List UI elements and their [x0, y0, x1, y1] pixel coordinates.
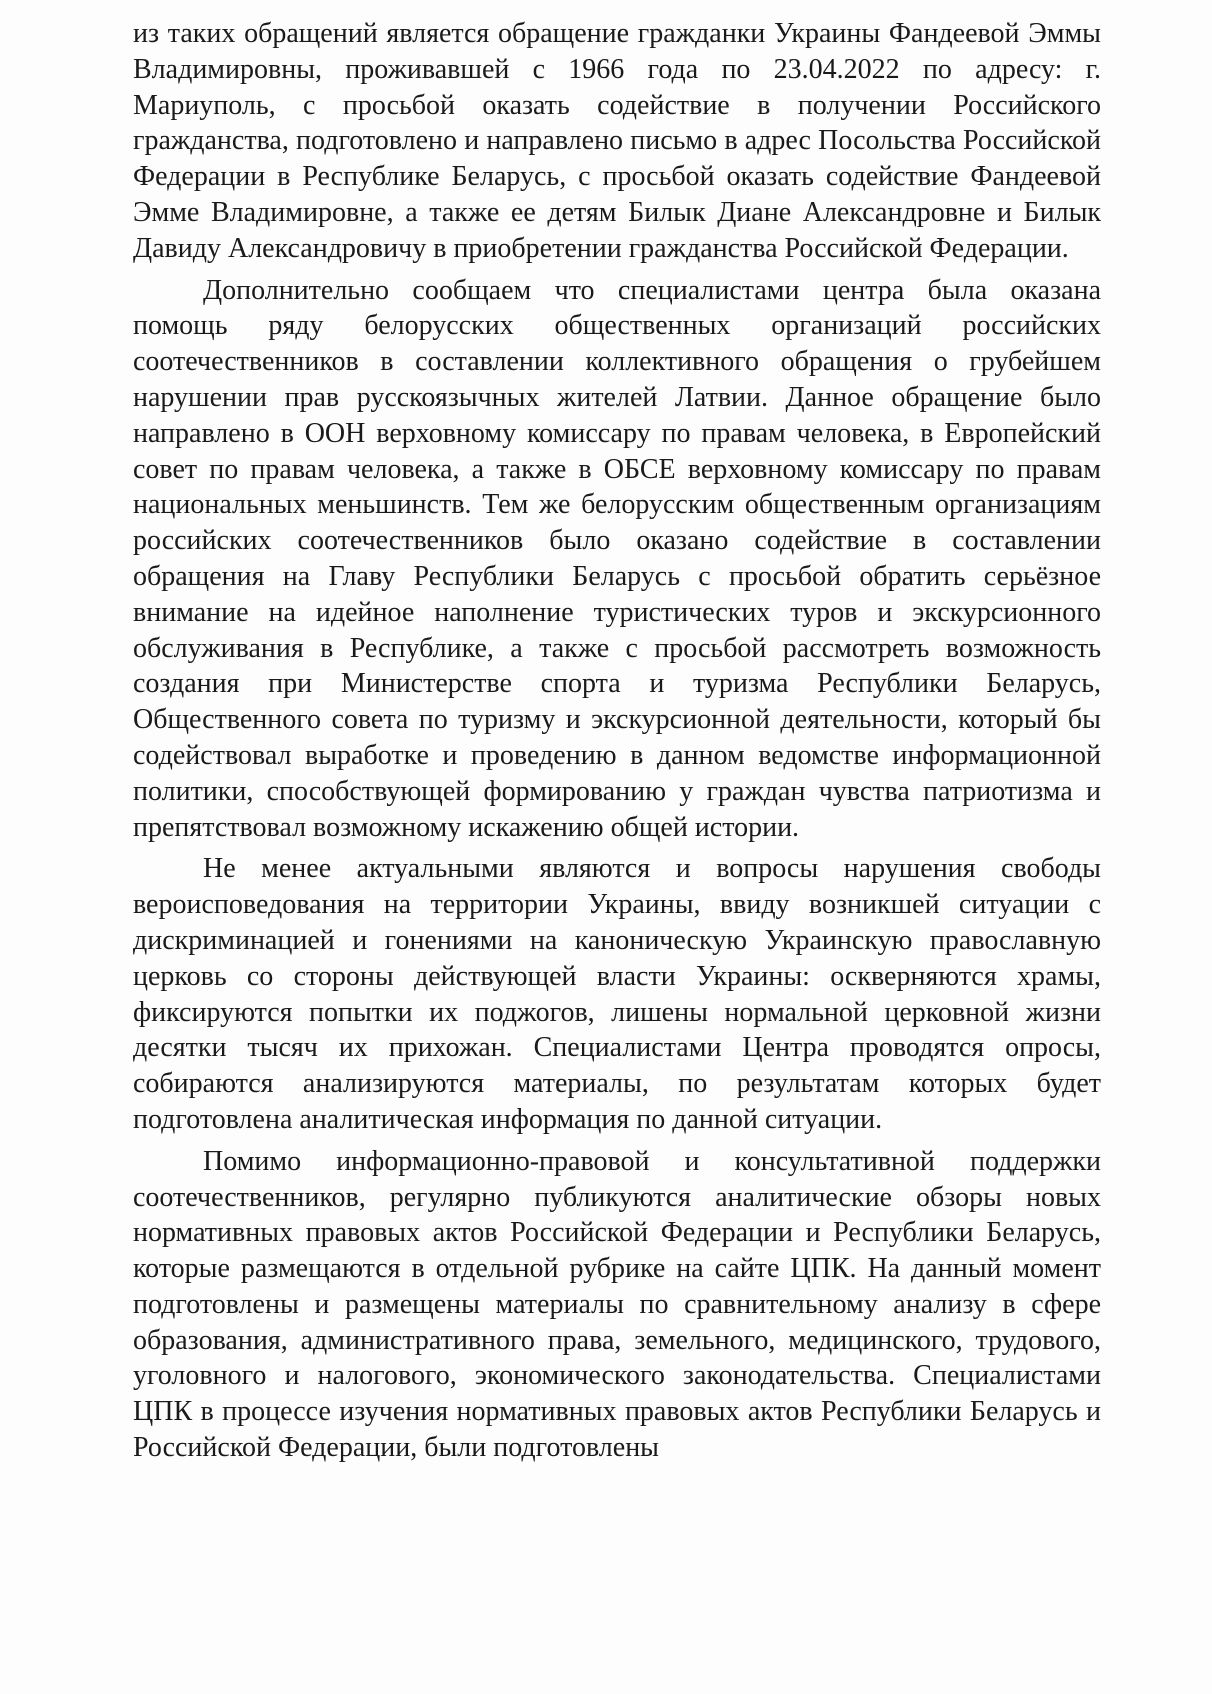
paragraph-religious-freedom: Не менее актуальными являются и вопросы нарушения свободы вероисповедования на территории Украины, ввиду возникшей ситуации с дискриминацией и гонениями на каноническую Украинскую православную церковь со стороны действующей власти Украины: оскверняются храмы, фиксируются попытки их поджогов, лишены нормальной церковной жизни десятки тысяч их прихожан. Специалистами Центра проводятся опросы, собираются анализируются материалы, по результатам которых будет подготовлена аналитическая информация по данной ситуации. [133, 853, 1101, 1135]
paragraph-latvia-appeal: Дополнительно сообщаем что специалистами центра была оказана помощь ряду белорусских общественных организаций российских соотечественников в составлении коллективного обращения о грубейшем нарушении прав русскоязычных жителей Латвии. Данное обращение было направлено в ООН верховному комиссару по правам человека, в Европейский совет по правам человека, а также в ОБСЕ верховному комиссару по правам национальных меньшинств. Тем же белорусским общественным организациям российских соотечественников было оказано содействие в составлении обращения на Главу Республики Беларусь с просьбой обратить серьёзное внимание на идейное наполнение туристических туров и экскурсионного обслуживания в Республике, а также с просьбой рассмотреть возможность создания при Министерстве спорта и туризма Республики Беларусь, Общественного совета по туризму и экскурсионной деятельности, который бы содействовал выработке и проведению в данном ведомстве информационной политики, способствующей формированию у граждан чувства патриотизма и препятствовал возможному искажению общей истории. [133, 274, 1101, 843]
paragraph-legal-analysis: Помимо информационно-правовой и консультативной поддержки соотечественников, регулярно публикуются аналитические обзоры новых нормативных правовых актов Российской Федерации и Республики Беларусь, которые размещаются в отдельной рубрике на сайте ЦПК. На данный момент подготовлены и размещены материалы по сравнительному анализу в сфере образования, административного права, земельного, медицинского, трудового, уголовного и налогового, экономического законодательства. Специалистами ЦПК в процессе изучения нормативных правовых актов Республики Беларусь и Российской Федерации, были подготовлены [133, 1145, 1101, 1464]
document-body [133, 16, 1101, 1466]
paragraph-citizenship-appeal: из таких обращений является обращение гражданки Украины Фандеевой Эммы Владимировны, проживавшей с 1966 года по 23.04.2022 по адресу: г. Мариуполь, с просьбой оказать содействие в получении Российского гражданства, подготовлено и направлено письмо в адрес Посольства Российской Федерации в Республике Беларусь, с просьбой оказать содействие Фандеевой Эмме Владимировне, а также ее детям Билык Диане Александровне и Билык Давиду Александровичу в приобретении гражданства Российской Федерации. [133, 18, 1101, 264]
